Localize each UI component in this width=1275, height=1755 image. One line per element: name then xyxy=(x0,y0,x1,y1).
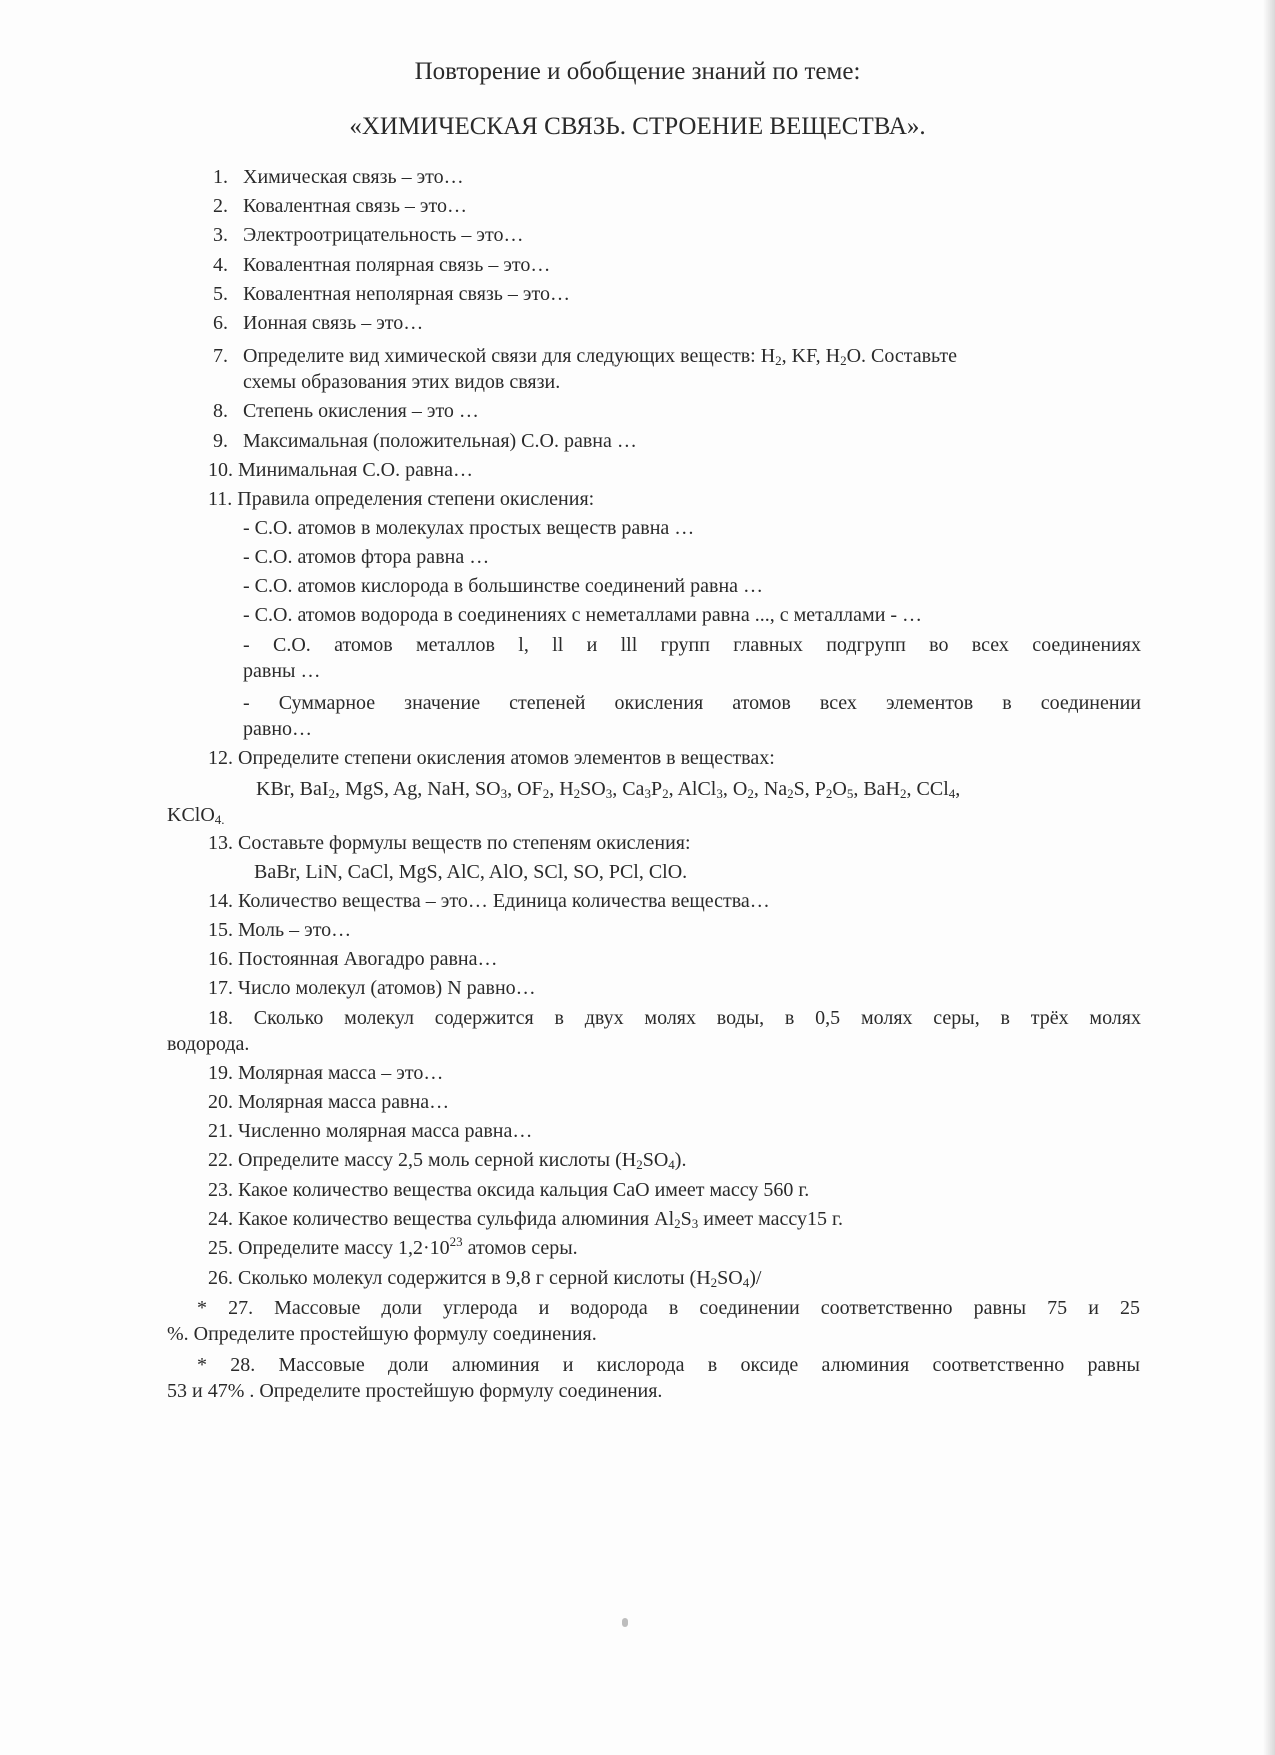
formula-subscript: 4 xyxy=(948,786,956,801)
formula-text: , Na xyxy=(753,778,788,800)
item-25-text: 25. Определите массу $1,2\cdot 10^{23}$ атомов серы. xyxy=(208,1234,578,1259)
item-13-text: 13. Составьте формулы веществ по степеням окисления: xyxy=(208,832,691,854)
item-28-text-cont: 53 и 47% . Определите простейшую формулу соединения. xyxy=(167,1380,663,1402)
item-number: 9. xyxy=(213,430,228,452)
formula-subscript: 2 xyxy=(662,786,669,801)
item-18-text: 18. Сколько молекул содержится в двух молях воды, в 0,5 молях серы, в трёх молях xyxy=(208,1007,1141,1029)
formula-subscript: 2 xyxy=(542,786,550,801)
formula-subscript: 2 xyxy=(573,786,581,801)
formula-text: , OF xyxy=(507,778,543,800)
item-number: 3. xyxy=(213,224,228,246)
item-18-text-cont: водорода. xyxy=(167,1033,250,1055)
item-12-text: 12. Определите степени окисления атомов элементов в веществах: xyxy=(208,747,775,769)
rule-6: - Суммарное значение степеней окисления атомов всех элементов в соединении xyxy=(243,692,1141,714)
item-2-text: Ковалентная связь – это… xyxy=(243,195,467,217)
formula-subscript: 2 xyxy=(900,786,907,801)
item-14-text: 14. Количество вещества – это… Единица количества вещества… xyxy=(208,890,770,912)
formula-subscript: 3 xyxy=(605,786,613,801)
formula-subscript: 5 xyxy=(846,786,854,801)
rule-5: - С.О. атомов металлов l, ll и lll групп главных подгрупп во всех соединениях xyxy=(243,634,1141,656)
item-27-text-cont: %. Определите простейшую формулу соединения. xyxy=(167,1323,597,1345)
rule-1: - С.О. атомов в молекулах простых веществ равна … xyxy=(243,517,695,539)
item-number: 1. xyxy=(213,166,228,188)
formula-text: , Ca xyxy=(612,778,645,800)
item-12-formulas xyxy=(256,776,960,802)
item-23-text: 23. Какое количество вещества оксида кальция CaO имеет массу 560 г. xyxy=(208,1179,810,1201)
heading-title: «ХИМИЧЕСКАЯ СВЯЗЬ. СТРОЕНИЕ ВЕЩЕСТВА». xyxy=(349,113,926,140)
item-8-text: Степень окисления – это … xyxy=(243,400,479,422)
formula-subscript: 2 xyxy=(747,786,754,801)
item-number: 8. xyxy=(213,400,228,422)
scan-speck xyxy=(622,1618,628,1627)
item-7-text-cont: схемы образования этих видов связи. xyxy=(243,371,561,393)
item-number: 5. xyxy=(213,283,228,305)
item-number: 2. xyxy=(213,195,228,217)
item-number: 4. xyxy=(213,254,228,276)
formula-text: , O xyxy=(722,778,748,800)
item-3-text: Электроотрицательность – это… xyxy=(243,224,524,246)
item-15-text: 15. Моль – это… xyxy=(208,919,352,941)
item-6-text: Ионная связь – это… xyxy=(243,312,424,334)
item-9-text: Максимальная (положительная) С.О. равна … xyxy=(243,430,637,452)
formula-text: , MgS, Ag, NaH, SO xyxy=(335,778,501,800)
rule-4: - С.О. атомов водорода в соединениях с неметаллами равна ..., с металлами - … xyxy=(243,604,923,626)
item-13-formulas: BaBr, LiN, CaCl, MgS, AlC, AlO, SCl, SO, PCl, ClO. xyxy=(254,861,688,883)
item-17-text: 17. Число молекул (атомов) N равно… xyxy=(208,977,536,999)
item-1-text: Химическая связь – это… xyxy=(243,166,464,188)
formula-text: , xyxy=(955,778,961,800)
formula-subscript: 2 xyxy=(825,786,833,801)
formula-text: SO xyxy=(580,778,606,800)
item-24-text: 24. Какое количество вещества сульфида алюминия $Al_2S_3$ имеет массу15 г. xyxy=(208,1208,843,1231)
item-26-text: 26. Сколько молекул содержится в 9,8 г серной кислоты $(H_2SO_4)/$ xyxy=(208,1267,762,1290)
item-10-text: 10. Минимальная С.О. равна… xyxy=(208,459,474,481)
item-7-text: Определите вид химической связи для следующих веществ: $Н_2$, KF, $H_2O$. Составьте xyxy=(243,345,958,368)
rule-3: - С.О. атомов кислорода в большинстве соединений равна … xyxy=(243,575,764,597)
formula-text: , AlCl xyxy=(668,778,717,800)
heading-topic: Повторение и обобщение знаний по теме: xyxy=(414,58,861,85)
item-12-formulas-cont: KClO$_{4.}$ xyxy=(167,804,225,827)
formula-text: O xyxy=(832,778,847,800)
rule-5-cont: равны … xyxy=(243,660,321,682)
formula-text: P xyxy=(650,778,663,800)
item-27-text: * 27. Массовые доли углерода и водорода в соединении соответственно равны 75 и 25 xyxy=(197,1297,1140,1319)
item-number: 7. xyxy=(213,345,228,367)
item-16-text: 16. Постоянная Авогадро равна… xyxy=(208,948,498,970)
item-20-text: 20. Молярная масса равна… xyxy=(208,1091,450,1113)
formula-text: , CCl xyxy=(906,778,949,800)
formula-subscript: 2 xyxy=(328,786,336,801)
formula-text: , BaH xyxy=(853,778,901,800)
rule-2: - С.О. атомов фтора равна … xyxy=(243,546,490,568)
formula-subscript: 3 xyxy=(500,786,508,801)
item-11-text: 11. Правила определения степени окисления: xyxy=(208,488,595,510)
formula-text: KBr, BaI xyxy=(256,778,329,800)
item-21-text: 21. Численно молярная масса равна… xyxy=(208,1120,533,1142)
formula-text: S, P xyxy=(793,778,826,800)
item-4-text: Ковалентная полярная связь – это… xyxy=(243,254,551,276)
formula-subscript: 2 xyxy=(787,786,794,801)
formula-subscript: 3 xyxy=(644,786,651,801)
item-22-text: 22. Определите массу 2,5 моль серной кислоты $(H_2SO_4)$. xyxy=(208,1149,687,1172)
item-number: 6. xyxy=(213,312,228,334)
page-edge-shadow xyxy=(1263,0,1275,1755)
formula-text: , H xyxy=(549,778,574,800)
item-5-text: Ковалентная неполярная связь – это… xyxy=(243,283,570,305)
item-28-text: * 28. Массовые доли алюминия и кислорода в оксиде алюминия соответственно равны xyxy=(197,1354,1140,1376)
formula-subscript: 3 xyxy=(716,786,723,801)
item-19-text: 19. Молярная масса – это… xyxy=(208,1062,444,1084)
rule-6-cont: равно… xyxy=(243,718,313,740)
